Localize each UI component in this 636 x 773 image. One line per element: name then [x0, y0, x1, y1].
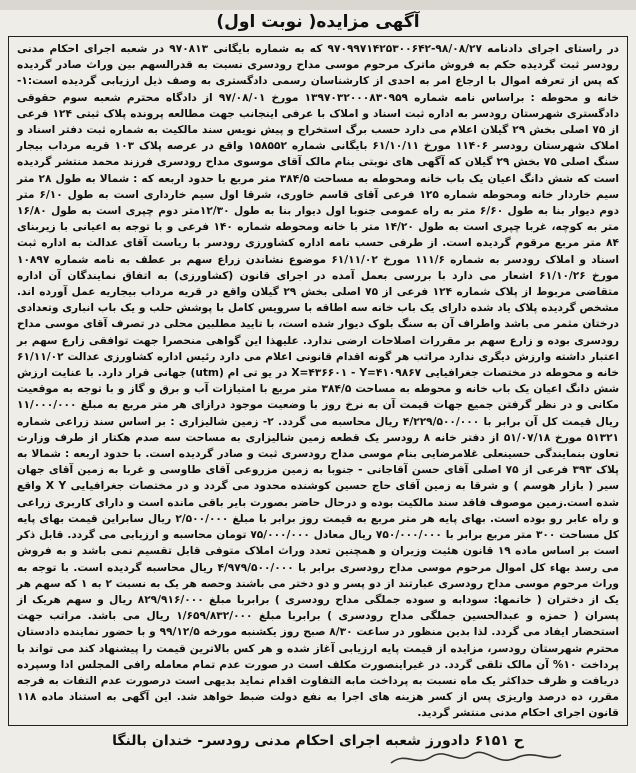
notice-footer: ح ۶۱۵۱ دادورز شعبه اجرای احکام مدنی رودسر- خندان بالنگا — [112, 733, 524, 749]
notice-body: در راستای اجرای دادنامه ۹۸/۰۸/۲۷-۹۷۰۹۹۷۱۴۲۵۳۰۰۶۴۲ که به شماره بایگانی ۹۷۰۸۱۳ در شعبه اجرای احکام مدنی رودسر ثبت گردیده حکم به فروش ماترک مرحوم موسی مداح رودسری نسبت به قدرالسهم بین وراث صادر گردیده که پس از تعرفه اموال با ارجاع امر به احدی از کارشناسان رسمی دادگستری به وصف ذیل ارزیابی گردیده است:۱- خانه و محوطه : براساس نامه شماره ۱۳۹۷۰۳۲۰۰۰۸۳۰۹۵۹ مورخ ۹۷/۰۸/۰۱ از دادگاه محترم شعبه سوم حقوقی دادگستری شهرستان رودسر به اداره ثبت اسناد و املاک با عرفی اینجانب جهت مطالعه پرونده پلاک ثبتی ۱۲۴ فرعی از ۷۵ اصلی بخش ۲۹ گیلان اعلام می دارد حسب برگ استخراج و پیش نویس سند مالکیت به شماره ثبت دفتر اسناد و املاک شهرستان رودسر ۱۱۴۰۶ مورخ ۶۱/۱۰/۱۱ بایگانی شماره ۱۵۸۵۵۲ واقع در عرصه پلاک ۱۰۳ قریه مرداب بیجار سنگ اصلی ۷۵ بخش ۲۹ گیلان که آگهی های نوبتی بنام مالک آقای موسوی مداح رودسری فرزند محمد منتشر گردیده است که شش دانگ اعیان یک باب خانه ومحوطه به مساحت ۳۸۴/۵ متر مربع با حدود اربعه که : شمالا به طول ۲۸ متر سیم خاردار خانه ومحوطه شماره ۱۲۵ فرعی آقای قاسم خاوری، شرقا اول سیم خارداری است به طول ۶/۱۰ متر دوم دیوار بنا به طول ۶/۶۰ متر به راه عمومی جنوبا اول دیوار بنا به طول ۱۲/۳۰متر دوم چپری است به طول ۱۶/۸۰ متر به کوچه، غربا چپری است به طول ۱۴/۲۰ متر با خانه ومحوطه شماره ۱۴۰ فرعی و با توجه به اعیانی با زیربنای ۸۴ متر مربع مرقوم گردیده است. از طرفی حسب نامه اداره کشاورزی رودسر با ریاست آقای عدالت به اداره ثبت اسناد و املاک رودسر به شماره ۱۱۱/۶ مورخ ۶۱/۱۱/۰۲ موضوع نشاندن زراع سهم بر عطف به نامه شماره ۱۰۸۹۷ مورخ ۶۱/۱۰/۲۶ اشعار می دارد با بررسی بعمل آمده در اجرای قانون (کشاورزی) به اتفاق نمایندگان آن اداره متقاضی مربوط از پلاک شماره ۱۲۴ فرعی از ۷۵ اصلی بخش ۲۹ گیلان واقع در قریه مرداب بیجاریه عمل آورده اند. مشخص گردیده پلاک یاد شده دارای یک باب خانه سه اطاقه با سرویس کامل با پوشش حلب و یک باب انباری وتعدادی درختان مثمر می باشد واطراف آن به سنگ بلوک دیوار شده است، با تایید مطلبین محلی در تصرف آقای موسی مداح رودسری بوده و زارع سهم بر مقررات اصلاحات ارضی ندارد. علیهذا این گواهی منحصرا جهت توافقی زارع سهم بر اعتبار داشته وارزش دیگری ندارد مراتب هر گونه اقدام قانونی اعلام می دارد رئیس اداره کشاورزی عدالت ۶۱/۱۱/۰۲ خانه و محوطه در مختصات جغرافیایی X=۴۳۶۶۰۱ - Y=۴۱۰۹۸۶۷ در یو تی ام (utm) جهانی قرار دارد. با عنایت ارزش شش دانگ اعیان یک باب خانه و محوطه به مساحت ۳۸۴/۵ متر مربع با امتیازات آب و برق و گاز و با توجه به موقعیت مکانی و در نظر گرفتن جمیع جهات قیمت آن به نرخ روز با وضعیت موجود درازای هر متر مربع به مبلغ ۱۱/۰۰۰/۰۰۰ ریال قیمت کل آن برابر با ۴/۲۲۹/۵۰۰/۰۰۰ ریال محاسبه می گردد. ۲- زمین شالیزاری : بر اساس سند زراعی شماره ۵۱۳۲۱ مورخ ۵۱/۰۷/۱۸ از دفتر خانه ۸ رودسر یک قطعه زمین شالیزاری به مساحت سه صدم هکتار از طرف وزارت تعاون بنمایندگی حسینعلی غلامرضایی بنام موسی مداح رودسری ثبت و صادر گردیده است. با حدود اربعه : شمالا به پلاک ۳۹۳ فرعی از ۷۵ اصلی آقای حسن آقاجانی - جنوبا به زمین مزروعی آقای طاوسی و غربا به زمین آقای جهان سیر ( بازار هوسم ) و شرقا به زمین آقای حاج حسین کوشنده محدود می گردد و در مختصات جغرافیایی X Y واقع شده است.زمین موصوف فاقد سند مالکیت بوده و درحال حاضر بصورت بایر باقی مانده است و دارای کاربری زراعی و راه عابر رو بوده است. بهای پایه هر متر مربع به قیمت روز برابر با مبلغ ۲/۵۰۰/۰۰۰ ریال سابراین قیمت بهای پایه کل مساحت ۳۰۰ متر مربع برابر با ۷۵۰/۰۰۰/۰۰۰ ریال معادل ۷۵/۰۰۰/۰۰۰ تومان محاسبه و ارزیابی می گردد. قابل ذکر است بر اساس ماده ۱۹ قانون هئیت وزیران و همچنین تعدد وراث املاک متوفی قابل تقسیم نمی باشد و به فروش می رسد بهاء کل اموال مرحوم موسی مداح رودسری برابر با ۴/۹۷۹/۵۰۰/۰۰۰ ریال محاسبه گردیده است. با توجه به وراث مرحوم موسی مداح رودسری عبارتند از دو پسر و دو دختر می باشند وحصه هر یک به نسبت ۲ به ۱ که سهم هر یک از دختران ( خانمها: سودابه و سوده جملگی مداح رودسری ) برابربا مبلغ ۸۲۹/۹۱۶/۰۰۰ ریال و سهم هریک از پسران ( حمزه و عبدالحسین جملگی مداح رودسری ) برابربا مبلغ ۱/۶۵۹/۸۳۲/۰۰۰ ریال می باشد. مراتب جهت استحضار ایفاد می گردد. لذا بدین منظور در ساعت ۸/۳۰ صبح روز یکشنبه مورخه ۹۹/۱۲/۵ و با حضور نماینده دادستان محترم شهرستان رودسر، مزایده از قیمت پایه ارزیابی آغاز شده و هر کس بالاترین قیمت را پیشنهاد کند می تواند با پرداخت ۱۰% آن مالک تلقی گردد. در غیراینصورت مکلف است در صورت عدم تمام معامله رافی المجلس ادا وسپرده دریافت و ظرف حداکثر یک ماه نسبت به پرداخت مابه التفاوت اقدام نماید بدیهی است درصورت عدم التفات به فرجه مقرر، ده درصد واریزی پس از کسر هزینه های اجرا به نفع دولت ضبط خواهد شد. این آگهی به استناد ماده ۱۱۸ قانون اجرای احکام مدنی منتشر گردید. — [17, 43, 620, 720]
previous-column-edge — [0, 0, 636, 10]
notice-title: آگهی مزایده( نوبت اول) — [216, 12, 420, 32]
signature-scribble — [386, 749, 566, 769]
notice-box — [8, 36, 628, 726]
